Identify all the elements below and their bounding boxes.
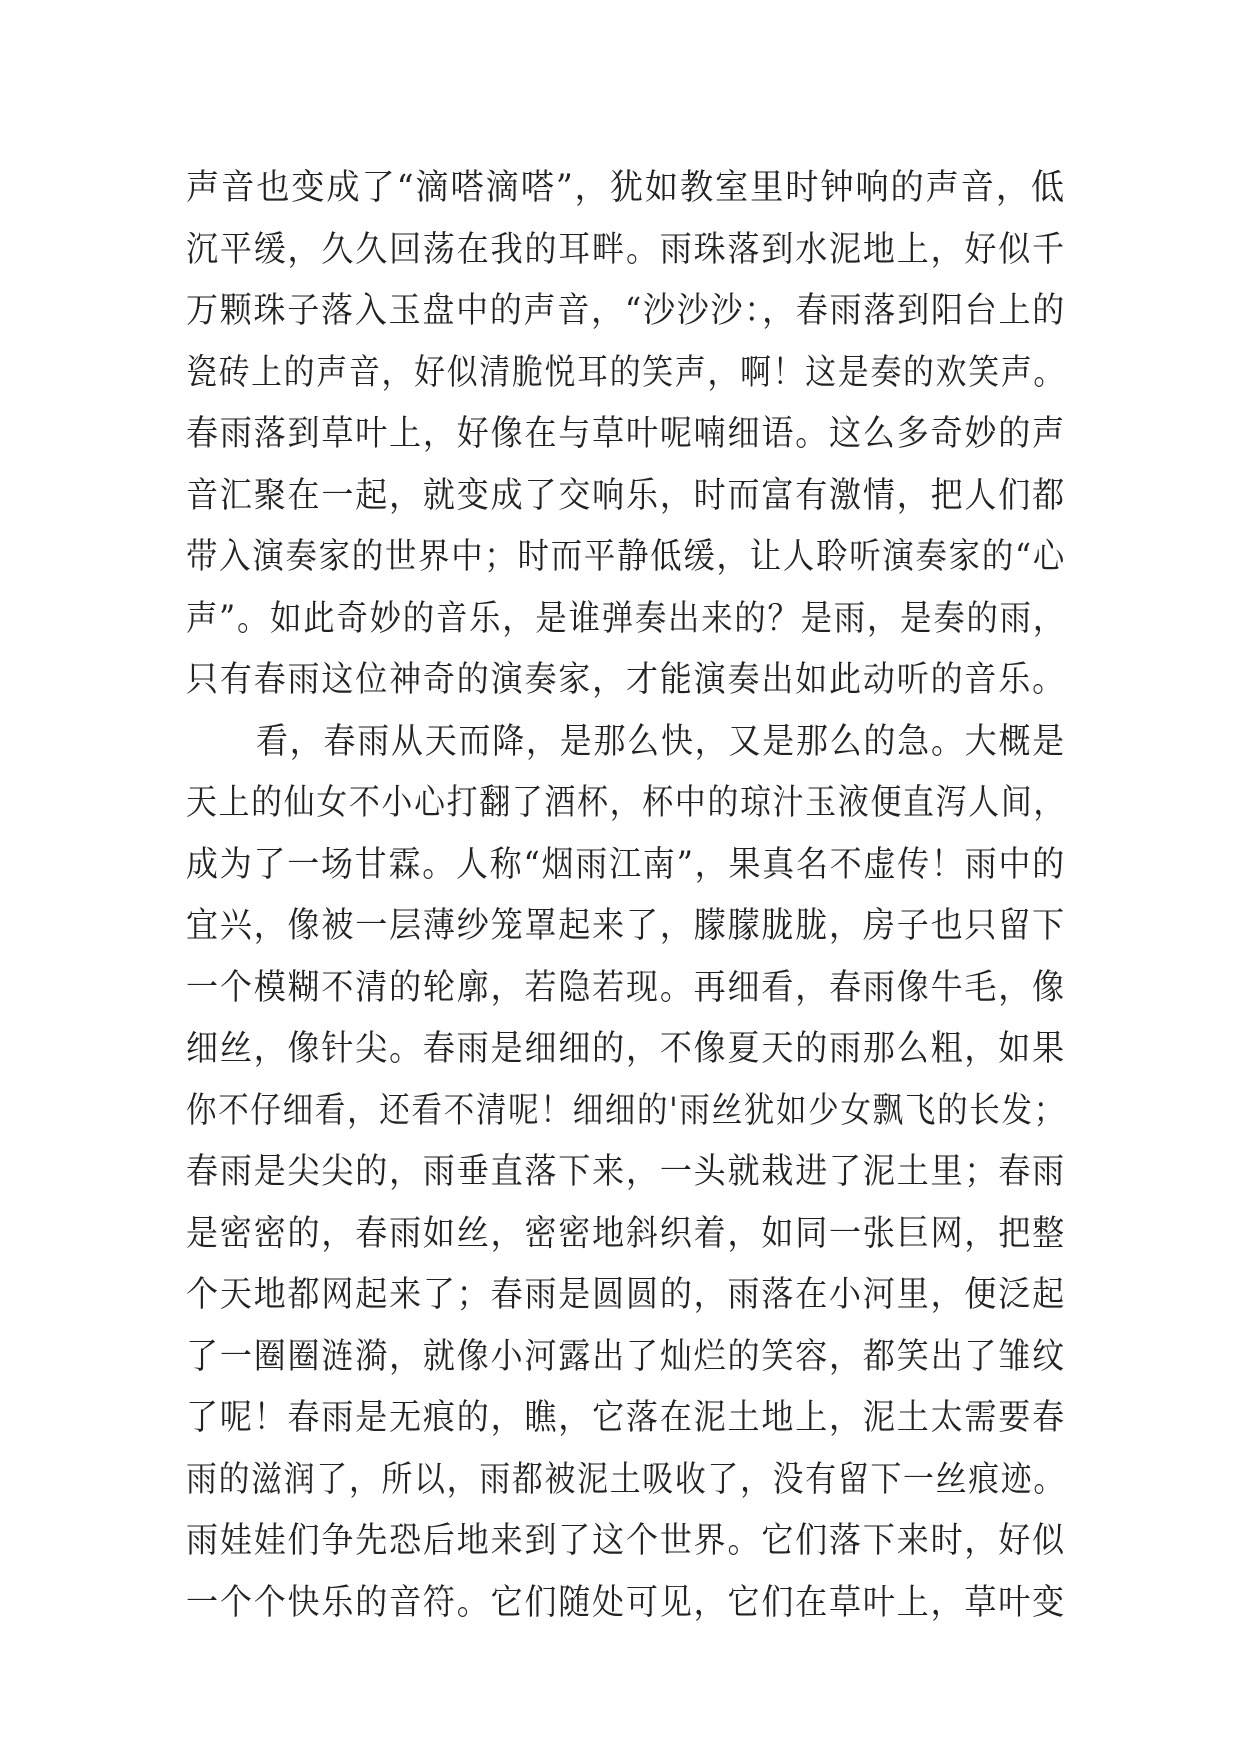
- text-line: 雨的滋润了，所以，雨都被泥土吸收了，没有留下一丝痕迹。: [186, 1459, 1067, 1500]
- paragraph-first-line: 看，春雨从天而降，是那么快，又是那么的急。大概是: [256, 721, 1066, 762]
- text-line: 音汇聚在一起，就变成了交响乐，时而富有激情，把人们都: [186, 475, 1066, 516]
- text-line: 声”。如此奇妙的音乐，是谁弹奏出来的？是雨，是奏的雨，: [186, 598, 1066, 639]
- text-line: 只有春雨这位神奇的演奏家，才能演奏出如此动听的音乐。: [186, 660, 1066, 700]
- text-line: 是密密的，春雨如丝，密密地斜织着，如同一张巨网，把整: [186, 1213, 1066, 1254]
- text-line: 雨娃娃们争先恐后地来到了这个世界。它们落下来时，好似: [186, 1521, 1066, 1561]
- essay-text: [186, 158, 1066, 1634]
- text-line: 一个个快乐的音符。它们随处可见，它们在草叶上，草叶变: [186, 1582, 1066, 1623]
- text-line: 带入演奏家的世界中；时而平静低缓，让人聆听演奏家的“心: [186, 537, 1066, 577]
- text-line: 宜兴，像被一层薄纱笼罩起来了，朦朦胧胧，房子也只留下: [186, 906, 1066, 946]
- text-line: 一个模糊不清的轮廓，若隐若现。再细看，春雨像牛毛，像: [186, 967, 1066, 1008]
- text-line: 你不仔细看，还看不清呢！细细的'雨丝犹如少女飘飞的长发；: [186, 1090, 1066, 1131]
- text-line: 沉平缓，久久回荡在我的耳畔。雨珠落到水泥地上，好似千: [186, 229, 1066, 270]
- text-line: 万颗珠子落入玉盘中的声音，“沙沙沙：，春雨落到阳台上的: [186, 291, 1067, 331]
- text-line: 春雨落到草叶上，好像在与草叶呢喃细语。这么多奇妙的声: [186, 414, 1066, 454]
- text-line: 细丝，像针尖。春雨是细细的，不像夏天的雨那么粗，如果: [186, 1029, 1066, 1069]
- text-line: 个天地都网起来了；春雨是圆圆的，雨落在小河里，便泛起: [186, 1275, 1066, 1315]
- text-line: 了一圈圈涟漪，就像小河露出了灿烂的笑容，都笑出了雏纹: [186, 1336, 1066, 1377]
- text-line: 成为了一场甘霖。人称“烟雨江南”，果真名不虚传！雨中的: [186, 844, 1066, 885]
- text-line: 了呢！春雨是无痕的，瞧，它落在泥土地上，泥土太需要春: [186, 1398, 1066, 1438]
- text-line: 声音也变成了“滴嗒滴嗒”，犹如教室里时钟响的声音，低: [186, 168, 1067, 208]
- text-line: 瓷砖上的声音，好似清脆悦耳的笑声，啊！这是奏的欢笑声。: [186, 352, 1067, 393]
- text-line: 春雨是尖尖的，雨垂直落下来，一头就栽进了泥土里；春雨: [186, 1152, 1066, 1192]
- text-line: 天上的仙女不小心打翻了酒杯，杯中的琼汁玉液便直泻人间，: [186, 783, 1067, 823]
